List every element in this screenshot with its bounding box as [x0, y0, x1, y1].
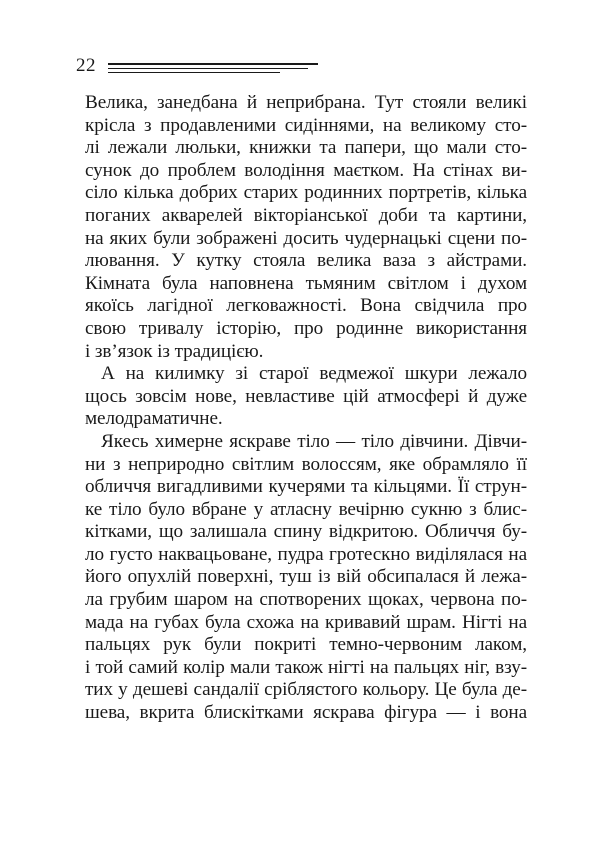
text-line: кітками, що залишала спину відкритою. Обличчя бу- [85, 521, 527, 543]
header-rule [108, 68, 308, 69]
text-line: А на килимку зі старої ведмежої шкури лежало [101, 363, 527, 385]
text-line: ла грубим шаром на спотворених щоках, червона по- [85, 589, 527, 611]
text-line: мада на губах була схожа на кривавий шрам. Нігті на [85, 611, 527, 633]
text-line: сіло кілька добрих старих родинних портретів, кілька [85, 182, 527, 204]
text-line: Велика, занедбана й неприбрана. Тут стояли великі [85, 92, 527, 113]
text-line: Кімната була наповнена тьмяним світлом і духом [85, 272, 527, 294]
text-line: його опухлій поверхні, туш із вій обсипалася й лежа- [85, 566, 527, 588]
paragraph [85, 363, 527, 431]
text-line: лювання. У кутку стояла велика ваза з айстрами. [85, 250, 527, 272]
page-header [76, 54, 326, 78]
text-line: свою тривалу історію, про родинне використання [85, 317, 527, 339]
text-line: щось зовсім нове, невластиве цій атмосфері й дуже [85, 385, 527, 407]
text-line: шева, вкрита блискітками яскрава фігура — і вона [85, 702, 527, 724]
text-line: сунок до проблем володіння маєтком. На стінах ви- [85, 159, 527, 181]
text-line: на яких були зображені досить чудернацькі сцени по- [85, 227, 527, 249]
text-line: і зв’язок із традицією. [85, 340, 264, 362]
text-line: пальцях рук були покриті темно-червоним лаком, [85, 634, 527, 656]
text-line: тих у дешеві сандалії сріблястого кольору. Це була де- [85, 679, 527, 701]
header-rule [108, 72, 280, 73]
text-line: мелодраматичне. [85, 408, 223, 430]
text-line: поганих акварелей вікторіанської доби та картини, [85, 204, 527, 226]
page-number: 22 [76, 55, 96, 76]
text-line: ло густо наквацьоване, пудра гротескно виділялася на [85, 543, 527, 565]
text-line: ке тіло було вбране у атласну вечірню сукню з блис- [85, 498, 527, 520]
paragraph [85, 431, 527, 725]
text-line: обличчя вигадливими кучерями та кільцями. Її струн- [85, 476, 527, 498]
text-line: ни з неприродно світлим волоссям, яке обрамляло її [85, 453, 527, 475]
header-rule [108, 63, 318, 65]
paragraph [85, 92, 527, 363]
text-line: лі лежали люльки, книжки та папери, що мали сто- [85, 137, 527, 159]
text-line: Якесь химерне яскраве тіло — тіло дівчини. Дівчи- [101, 430, 527, 452]
text-line: крісла з продавленими сидіннями, на великому сто- [85, 114, 527, 136]
text-line: якоїсь лагідної легковажності. Вона свідчила про [85, 295, 527, 317]
text-line: і той самий колір мали також нігті на пальцях ніг, взу- [85, 656, 527, 678]
body-text [85, 92, 527, 725]
